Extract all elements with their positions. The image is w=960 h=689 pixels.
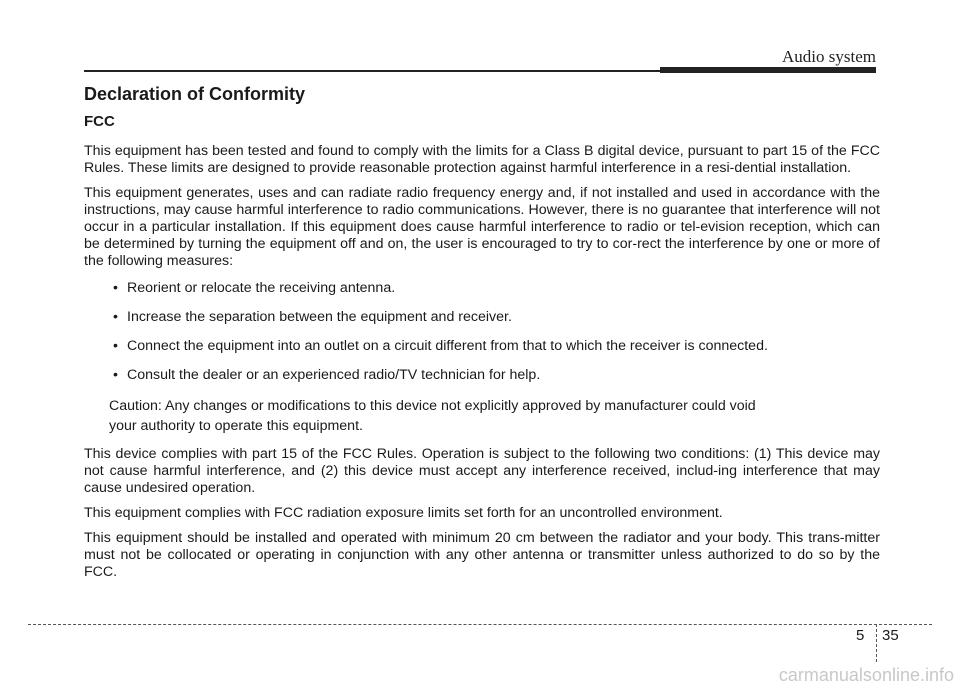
list-item: • Connect the equipment into an outlet on a circuit different from that to which the receiver is connected. bbox=[113, 338, 880, 355]
footer-page-separator bbox=[876, 624, 877, 662]
list-item: • Increase the separation between the equipment and receiver. bbox=[113, 309, 880, 326]
paragraph-2: This equipment generates, uses and can radiate radio frequency energy and, if not installed and used in accordance with the instructions, may cause harmful interference to radio communications. However, there is no guarantee that interference will not occur in a particular installation. If this equipment does cause harmful interference to radio or tel-evision reception, which can be determined by turning the equipment off and on, the user is encouraged to try to cor-rect the interference by one or more of the following measures: bbox=[84, 185, 880, 269]
section-subtitle: FCC bbox=[84, 113, 115, 130]
main-content bbox=[84, 82, 880, 589]
paragraph-3: This device complies with part 15 of the FCC Rules. Operation is subject to the following two conditions: (1) This device may not cause harmful interference, and (2) this device must accept any interference received, includ-ing interference that may cause undesired operation. bbox=[84, 446, 880, 496]
measures-list bbox=[84, 280, 880, 384]
watermark: carmanualsonline.info bbox=[778, 665, 954, 685]
list-item: • Consult the dealer or an experienced radio/TV technician for help. bbox=[113, 367, 880, 384]
list-item: • Reorient or relocate the receiving antenna. bbox=[113, 280, 880, 297]
header-rule-thin bbox=[84, 70, 662, 72]
footer-divider bbox=[28, 624, 932, 625]
page-chapter: 5 bbox=[856, 627, 865, 644]
paragraph-5: This equipment should be installed and operated with minimum 20 cm between the radiator and your body. This trans-mitter must not be collocated or operating in conjunction with any other antenna or transmitter unless authorized to do so by the FCC. bbox=[84, 530, 880, 580]
caution-line-1: Caution: Any changes or modifications to this device not explicitly approved by manufacturer could void bbox=[109, 398, 756, 414]
caution-note bbox=[84, 396, 880, 436]
page-number: 35 bbox=[882, 627, 899, 644]
paragraph-4: This equipment complies with FCC radiation exposure limits set forth for an uncontrolled environment. bbox=[84, 505, 723, 521]
section-title: Declaration of Conformity bbox=[84, 84, 306, 104]
header-title: Audio system bbox=[782, 47, 876, 66]
header-rule-thick bbox=[660, 67, 876, 73]
paragraph-1: This equipment has been tested and found to comply with the limits for a Class B digital device, pursuant to part 15 of the FCC Rules. These limits are designed to provide reasonable protection against harmful interference in a resi-dential installation. bbox=[84, 143, 880, 176]
caution-line-2: your authority to operate this equipment. bbox=[109, 418, 363, 434]
